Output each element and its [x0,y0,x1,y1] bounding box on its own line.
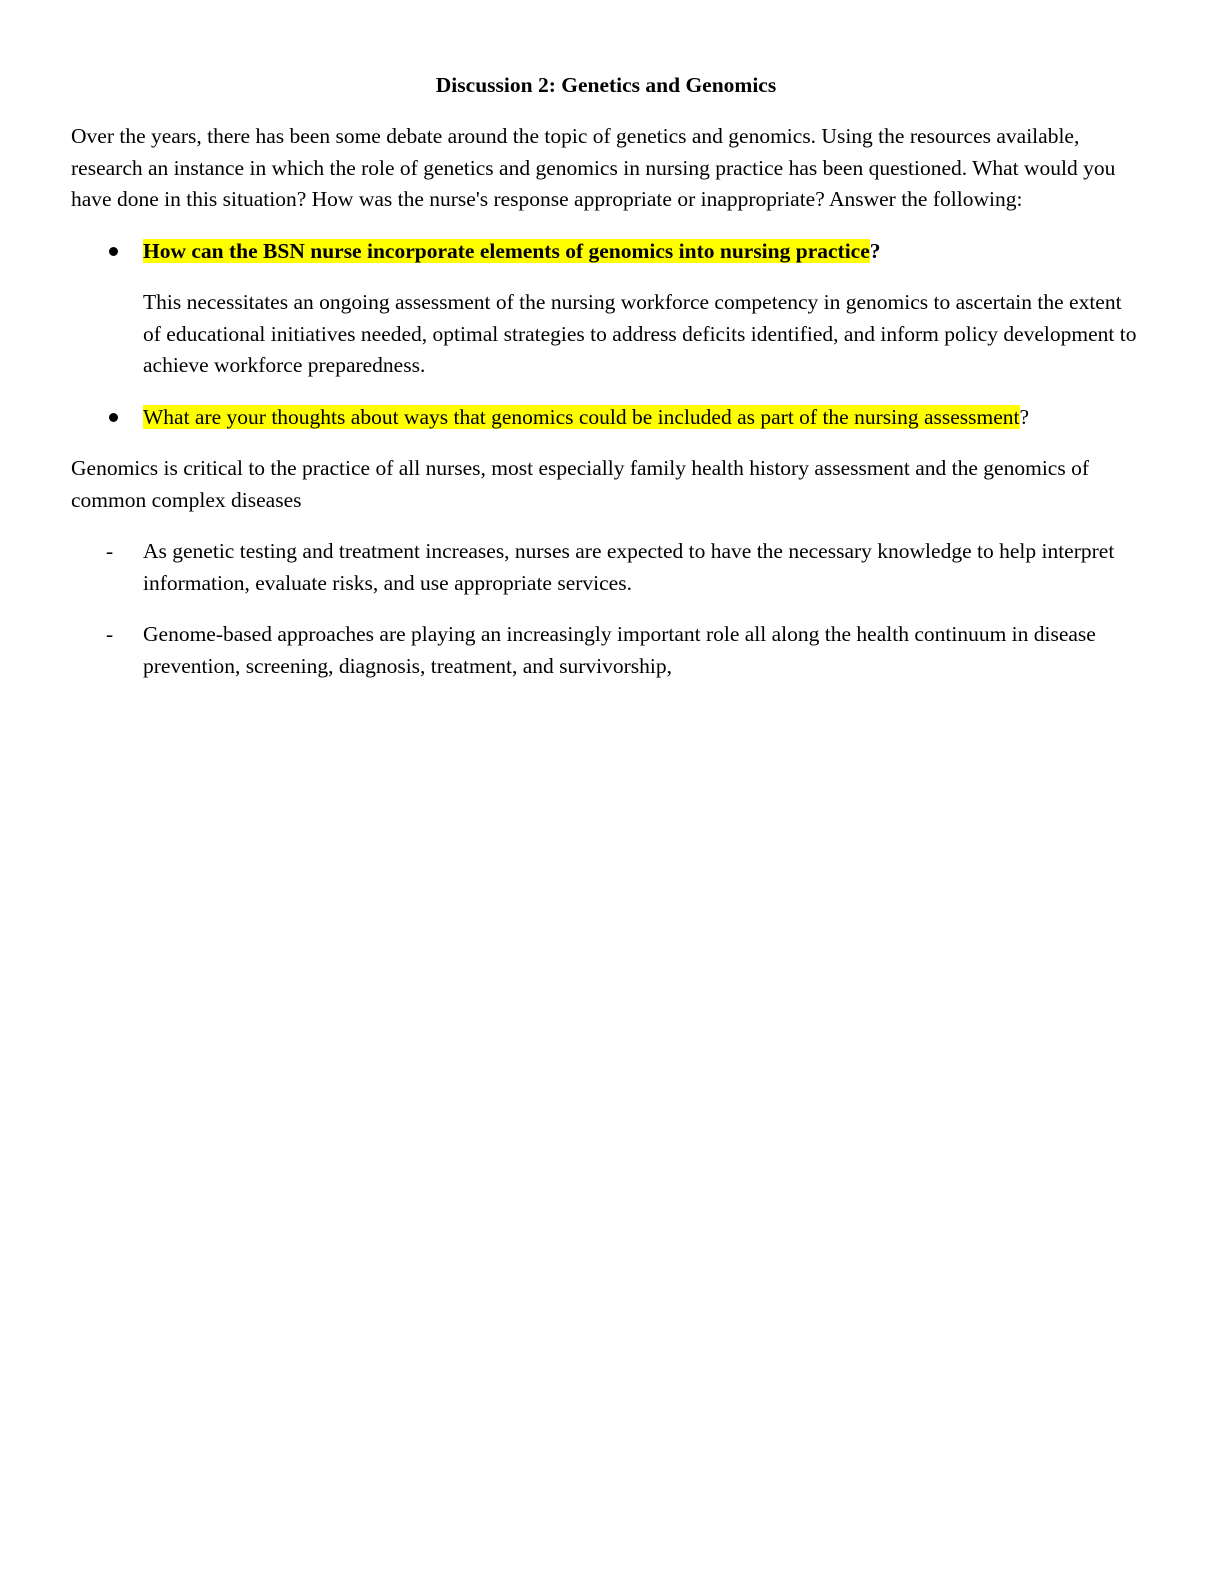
question-2-suffix: ? [1019,404,1030,429]
bullet-icon [109,413,118,422]
question-1-highlighted-text: How can the BSN nurse incorporate elements of genomics into nursing practice [143,238,870,263]
dash-marker: - [106,622,114,646]
question-1 [71,236,1141,268]
dash-item-2 [71,619,1141,682]
document-page [71,70,1141,702]
question-1-suffix: ? [869,238,881,263]
question-2-answer: Genomics is critical to the practice of all nurses, most especially family health history assessment and the genomics of common complex diseases [71,456,1089,512]
bullet-icon [109,247,118,256]
dash-item-2-text: Genome-based approaches are playing an increasingly important role all along the health continuum in disease prevention, screening, diagnosis, treatment, and survivorship, [143,622,1096,678]
question-1-answer: This necessitates an ongoing assessment of the nursing workforce competency in genomics to ascertain the extent of educational initiatives needed, optimal strategies to address deficits identified, and inform policy development to achieve workforce preparedness. [143,290,1137,377]
question-2-highlighted-text: What are your thoughts about ways that genomics could be included as part of the nursing assessment [143,404,1020,429]
dash-item-1 [71,536,1141,599]
document-title: Discussion 2: Genetics and Genomics [435,73,777,97]
dash-marker: - [106,539,114,563]
intro-paragraph: Over the years, there has been some debate around the topic of genetics and genomics. Using the resources available, research an instance in which the role of genetics and genomics in nursing practice has been questioned. What would you have done in this situation? How was the nurse's response appropriate or inappropriate? Answer the following: [71,124,1116,211]
question-2 [71,402,1141,434]
dash-item-1-text: As genetic testing and treatment increases, nurses are expected to have the necessary knowledge to help interpret information, evaluate risks, and use appropriate services. [143,539,1115,595]
